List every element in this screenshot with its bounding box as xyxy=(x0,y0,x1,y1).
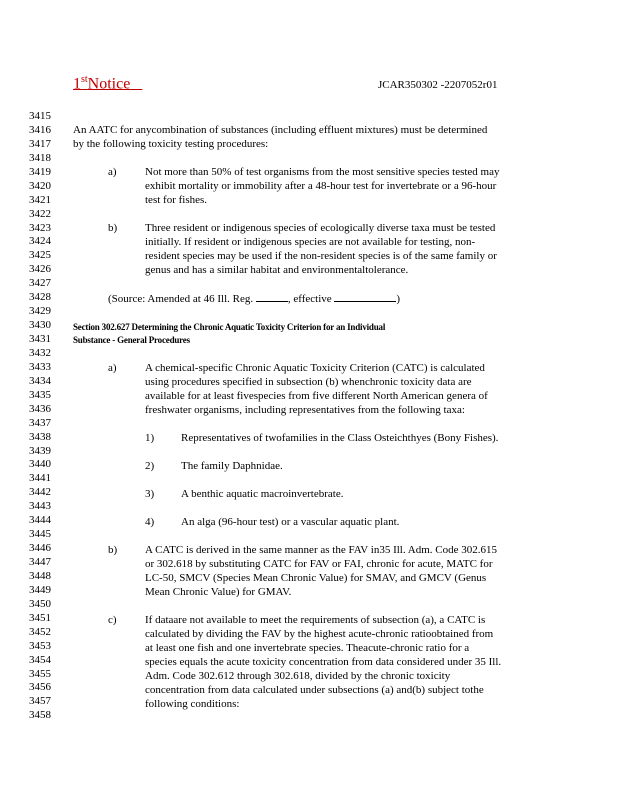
source-note xyxy=(108,291,400,306)
taxa-number: 1) xyxy=(145,432,155,444)
item-a-label: a) xyxy=(108,166,117,178)
sec-b-label: b) xyxy=(108,544,118,556)
notice-word: Notice xyxy=(87,75,131,93)
line-number: 3436 xyxy=(29,402,51,415)
line-number: 3430 xyxy=(29,319,51,332)
sec-a-line: freshwater organisms, including representatives from the following taxa: xyxy=(145,404,465,416)
item-b-label: b) xyxy=(108,222,118,234)
line-number: 3421 xyxy=(29,193,51,206)
line-number: 3426 xyxy=(29,263,51,276)
line-number: 3456 xyxy=(29,681,51,694)
sec-c-line: If dataare not available to meet the requirements of subsection (a), a CATC is xyxy=(145,614,486,626)
line-number: 3423 xyxy=(29,221,51,234)
sec-b-line: or 302.618 by substituting CATC for FAV or FAI, chronic for acute, MATC for xyxy=(145,558,493,570)
item-b-line: genus and has a similar habitat and environmentaltolerance. xyxy=(145,264,409,276)
source-text: (Source: Amended at 46 Ill. Reg. xyxy=(108,293,254,305)
sec-c-line: species equals the acute toxicity concentration from data considered under 35 Ill. xyxy=(145,656,502,668)
item-a-line: exhibit mortality or immobility after a 48-hour test for invertebrate or a 96-hour xyxy=(145,180,497,192)
line-number: 3422 xyxy=(29,207,51,220)
line-number: 3445 xyxy=(29,528,51,541)
taxa-number: 4) xyxy=(145,516,155,528)
sec-c-line: concentration from data calculated under subsections (a) and(b) subject tothe xyxy=(145,684,484,696)
line-numbers xyxy=(29,110,51,723)
sec-c-line: calculated by dividing the FAV by the highest acute-chronic ratioobtained from xyxy=(145,628,494,640)
item-b-line: initially. If resident or indigenous species are not available for testing, non- xyxy=(145,236,476,248)
line-number: 3457 xyxy=(29,695,51,708)
sec-a-label: a) xyxy=(108,362,117,374)
line-number: 3440 xyxy=(29,458,51,471)
notice-superscript: st xyxy=(81,74,88,85)
line-number: 3447 xyxy=(29,556,51,568)
notice-ordinal: 1 xyxy=(73,75,81,93)
sec-a-line: A chemical-specific Chronic Aquatic Toxicity Criterion (CATC) is calculated xyxy=(145,362,485,374)
section-heading: Substance - General Procedures xyxy=(73,335,190,345)
line-number: 3425 xyxy=(29,249,51,262)
line-number: 3449 xyxy=(29,583,51,596)
line-number: 3444 xyxy=(29,514,51,527)
line-number: 3419 xyxy=(29,165,51,178)
line-number: 3451 xyxy=(29,611,51,624)
line-number: 3432 xyxy=(29,346,51,359)
line-number: 3416 xyxy=(29,123,51,136)
taxa-number: 2) xyxy=(145,460,155,472)
sec-c-label: c) xyxy=(108,614,117,626)
line-number: 3433 xyxy=(29,360,51,373)
sec-b-line: A CATC is derived in the same manner as the FAV in35 Ill. Adm. Code 302.615 xyxy=(145,544,497,556)
taxa-item: An alga (96-hour test) or a vascular aquatic plant. xyxy=(181,516,400,528)
line-number: 3418 xyxy=(29,151,51,164)
line-number: 3446 xyxy=(29,542,51,555)
source-blank xyxy=(256,291,288,302)
sec-a-line: available for at least fivespecies from five different North American genera of xyxy=(145,390,488,402)
sec-a-line: using procedures specified in subsection (b) whenchronic toxicity data are xyxy=(145,376,472,388)
line-number: 3438 xyxy=(29,430,51,443)
sec-c-line: following conditions: xyxy=(145,698,240,710)
item-b-line: resident species may be used if the non-resident species is of the same family or xyxy=(145,250,497,262)
line-number: 3417 xyxy=(29,137,51,150)
line-number: 3431 xyxy=(29,333,51,345)
line-number: 3434 xyxy=(29,374,51,387)
taxa-item: Representatives of twofamilies in the Class Osteichthyes (Bony Fishes). xyxy=(181,432,499,444)
intro-line: by the following toxicity testing procedures: xyxy=(73,138,269,150)
line-number: 3453 xyxy=(29,639,51,652)
line-number: 3424 xyxy=(29,235,51,248)
section-heading: Section 302.627 Determining the Chronic Aquatic Toxicity Criterion for an Individual xyxy=(73,322,386,332)
intro-line: An AATC for anycombination of substances (including effluent mixtures) must be determined xyxy=(73,124,488,136)
taxa-number: 3) xyxy=(145,488,155,500)
line-number: 3439 xyxy=(29,444,51,457)
line-number: 3441 xyxy=(29,472,51,485)
sec-c-line: at least one fish and one invertebrate species. Theacute-chronic ratio for a xyxy=(145,642,470,654)
line-number: 3435 xyxy=(29,388,51,401)
line-number: 3442 xyxy=(29,486,51,499)
line-number: 3458 xyxy=(29,709,51,722)
taxa-item: A benthic aquatic macroinvertebrate. xyxy=(181,488,344,500)
line-number: 3427 xyxy=(29,277,51,290)
document-code: JCAR350302 -2207052r01 xyxy=(378,79,498,91)
taxa-item: The family Daphnidae. xyxy=(181,460,283,472)
line-number: 3428 xyxy=(29,291,51,304)
notice-heading xyxy=(73,74,142,93)
line-number: 3452 xyxy=(29,625,51,638)
source-text: , effective xyxy=(287,293,332,305)
sec-b-line: LC-50, SMCV (Species Mean Chronic Value) for SMAV, and GMCV (Genus xyxy=(145,572,487,584)
line-number: 3455 xyxy=(29,667,51,680)
line-number: 3443 xyxy=(29,500,51,513)
item-b-line: Three resident or indigenous species of ecologically diverse taxa must be tested xyxy=(145,222,496,234)
line-number: 3420 xyxy=(29,179,51,192)
line-number: 3454 xyxy=(29,653,51,666)
line-number: 3450 xyxy=(29,597,51,610)
line-number: 3448 xyxy=(29,569,51,582)
sec-c-line: Adm. Code 302.612 through 302.618, divided by the chronic toxicity xyxy=(145,670,451,682)
source-blank xyxy=(334,291,396,302)
item-a-line: Not more than 50% of test organisms from the most sensitive species tested may xyxy=(145,166,500,178)
item-a-line: test for fishes. xyxy=(145,194,208,206)
source-text: ) xyxy=(396,293,401,305)
sec-b-line: Mean Chronic Value) for GMAV. xyxy=(145,586,292,598)
line-number: 3415 xyxy=(29,110,51,122)
line-number: 3437 xyxy=(29,416,51,429)
line-number: 3429 xyxy=(29,305,51,318)
